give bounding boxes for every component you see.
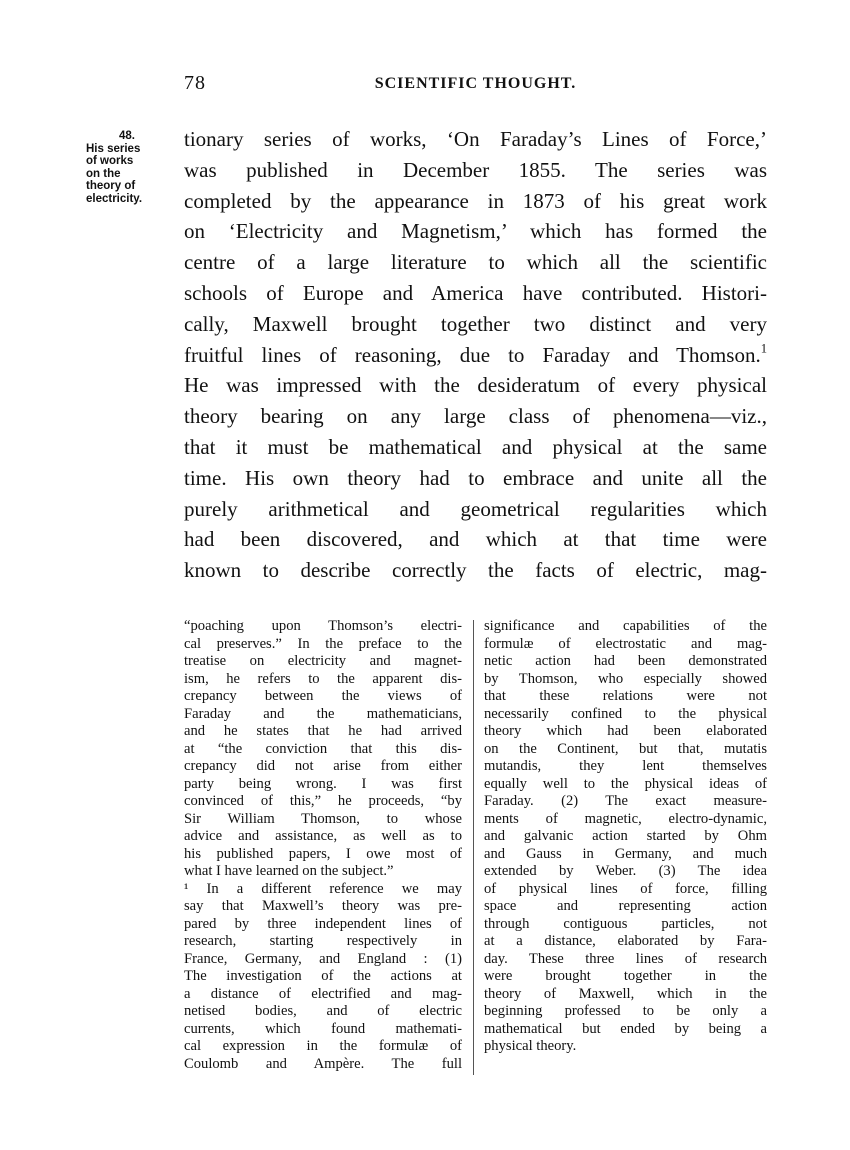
footnote-line: day. These three lines of research (484, 950, 767, 967)
footnote-line: party being wrong. I was first (184, 775, 462, 792)
footnote-column-right (484, 618, 767, 1056)
footnote-line: say that Maxwell’s theory was pre- (184, 898, 462, 914)
footnote-line: at “the conviction that this dis- (184, 740, 462, 757)
footnote-column-left (184, 618, 462, 1073)
footnote-line: crepancy did not arise from either (184, 758, 462, 774)
footnote-line: beginning professed to be only a (484, 1003, 767, 1019)
body-line: schools of Europe and America have contributed. Histori- (184, 280, 767, 305)
body-line: on ‘Electricity and Magnetism,’ which has formed the (184, 219, 767, 244)
footnote-line: extended by Weber. (3) The idea (484, 863, 767, 879)
footnote-line: space and representing action (484, 898, 767, 914)
body-line: completed by the appearance in 1873 of his great work (184, 188, 767, 213)
margin-note-line: theory of (86, 180, 136, 192)
body-line: was published in December 1855. The series was (184, 157, 767, 182)
footnote-line: significance and capabilities of the (484, 618, 767, 634)
footnote-line: netised bodies, and of electric (184, 1003, 462, 1019)
page-header (184, 72, 767, 102)
footnote-line: ¹ In a different reference we may (184, 880, 462, 897)
footnote-line: crepancy between the views of (184, 688, 462, 704)
footnote-line: currents, which found mathemati- (184, 1020, 462, 1037)
footnote-line: physical theory. (484, 1038, 577, 1054)
footnote-line: Faraday and the mathematicians, (184, 705, 462, 722)
body-line: cally, Maxwell brought together two distinct and very (184, 311, 767, 336)
body-line: He was impressed with the desideratum of every physical (184, 373, 767, 398)
margin-note (86, 130, 168, 205)
running-title: SCIENTIFIC THOUGHT. (374, 75, 577, 92)
footnote-line: “poaching upon Thomson’s electri- (184, 618, 462, 634)
footnote-line: pared by three independent lines of (184, 915, 462, 932)
footnote-line: equally well to the physical ideas of (484, 775, 767, 792)
footnote-line: Sir William Thomson, to whose (184, 810, 462, 827)
footnote-line: at a distance, elaborated by Fara- (484, 933, 767, 949)
footnote-line: theory of Maxwell, which in the (484, 985, 767, 1002)
page-number: 78 (184, 72, 206, 94)
footnote-line: and galvanic action started by Ohm (484, 828, 767, 844)
body-line: known to describe correctly the facts of electric, mag- (184, 558, 767, 583)
column-divider (473, 620, 474, 1075)
footnote-line: and he states that he had arrived (184, 723, 462, 739)
margin-note-line: electricity. (86, 192, 143, 205)
body-line-text: fruitful lines of reasoning, due to Faraday and Thomson. (184, 342, 761, 367)
footnote-line: a distance of electrified and mag- (184, 985, 462, 1002)
footnote-line: ments of magnetic, electro-dynamic, (484, 810, 767, 827)
footnote-line: were brought together in the (484, 968, 767, 984)
footnote-line: and Gauss in Germany, and much (484, 845, 767, 862)
body-line: had been discovered, and which at that time were (184, 527, 767, 552)
footnote-line: research, starting respectively in (184, 933, 462, 949)
body-line: theory bearing on any large class of phenomena—viz., (184, 404, 767, 429)
footnote-line: formulæ of electrostatic and mag- (484, 635, 767, 652)
footnote-line: necessarily confined to the physical (484, 705, 767, 722)
footnote-line: of physical lines of force, filling (484, 880, 767, 897)
body-line: tionary series of works, ‘On Faraday’s Lines of Force,’ (184, 127, 767, 151)
footnote-line: mutandis, they lent themselves (484, 758, 767, 774)
footnote-marker: 1 (760, 341, 767, 356)
footnote-line: on the Continent, but that, mutatis (484, 740, 767, 757)
margin-note-line: on the (86, 167, 121, 180)
margin-note-number: 48. (119, 130, 135, 142)
footnote-line: his published papers, I owe most of (184, 845, 462, 862)
footnote-line: that these relations were not (484, 688, 767, 704)
footnote-line: Faraday. (2) The exact measure- (484, 793, 767, 809)
body-text (184, 124, 767, 586)
footnotes (184, 618, 767, 1088)
footnote-line: mathematical but ended by being a (484, 1020, 767, 1037)
body-line-with-footnote (184, 340, 767, 371)
footnote-line: by Thomson, who especially showed (484, 670, 767, 687)
body-line: centre of a large literature to which all the scientific (184, 250, 767, 275)
footnote-line: treatise on electricity and magnet- (184, 653, 462, 669)
footnote-line: what I have learned on the subject.” (184, 863, 394, 879)
footnote-line: through contiguous particles, not (484, 915, 767, 932)
margin-note-line: His series (86, 142, 141, 155)
footnote-line: The investigation of the actions at (184, 968, 462, 984)
body-line: purely arithmetical and geometrical regularities which (184, 496, 767, 521)
margin-note-line: of works (86, 155, 134, 167)
footnote-line: convinced of this,” he proceeds, “by (184, 793, 462, 809)
body-line: time. His own theory had to embrace and unite all the (184, 465, 767, 490)
footnote-line: Coulomb and Ampère. The full (184, 1055, 462, 1072)
footnote-line: advice and assistance, as well as to (184, 828, 462, 844)
footnote-line: cal expression in the formulæ of (184, 1038, 462, 1054)
footnote-line: netic action had been demonstrated (484, 653, 767, 669)
footnote-line: theory which had been elaborated (484, 723, 767, 739)
footnote-line: ism, he refers to the apparent dis- (184, 670, 462, 687)
footnote-line: cal preserves.” In the preface to the (184, 635, 462, 652)
body-line: that it must be mathematical and physical at the same (184, 434, 767, 459)
footnote-line: France, Germany, and England : (1) (184, 950, 462, 967)
